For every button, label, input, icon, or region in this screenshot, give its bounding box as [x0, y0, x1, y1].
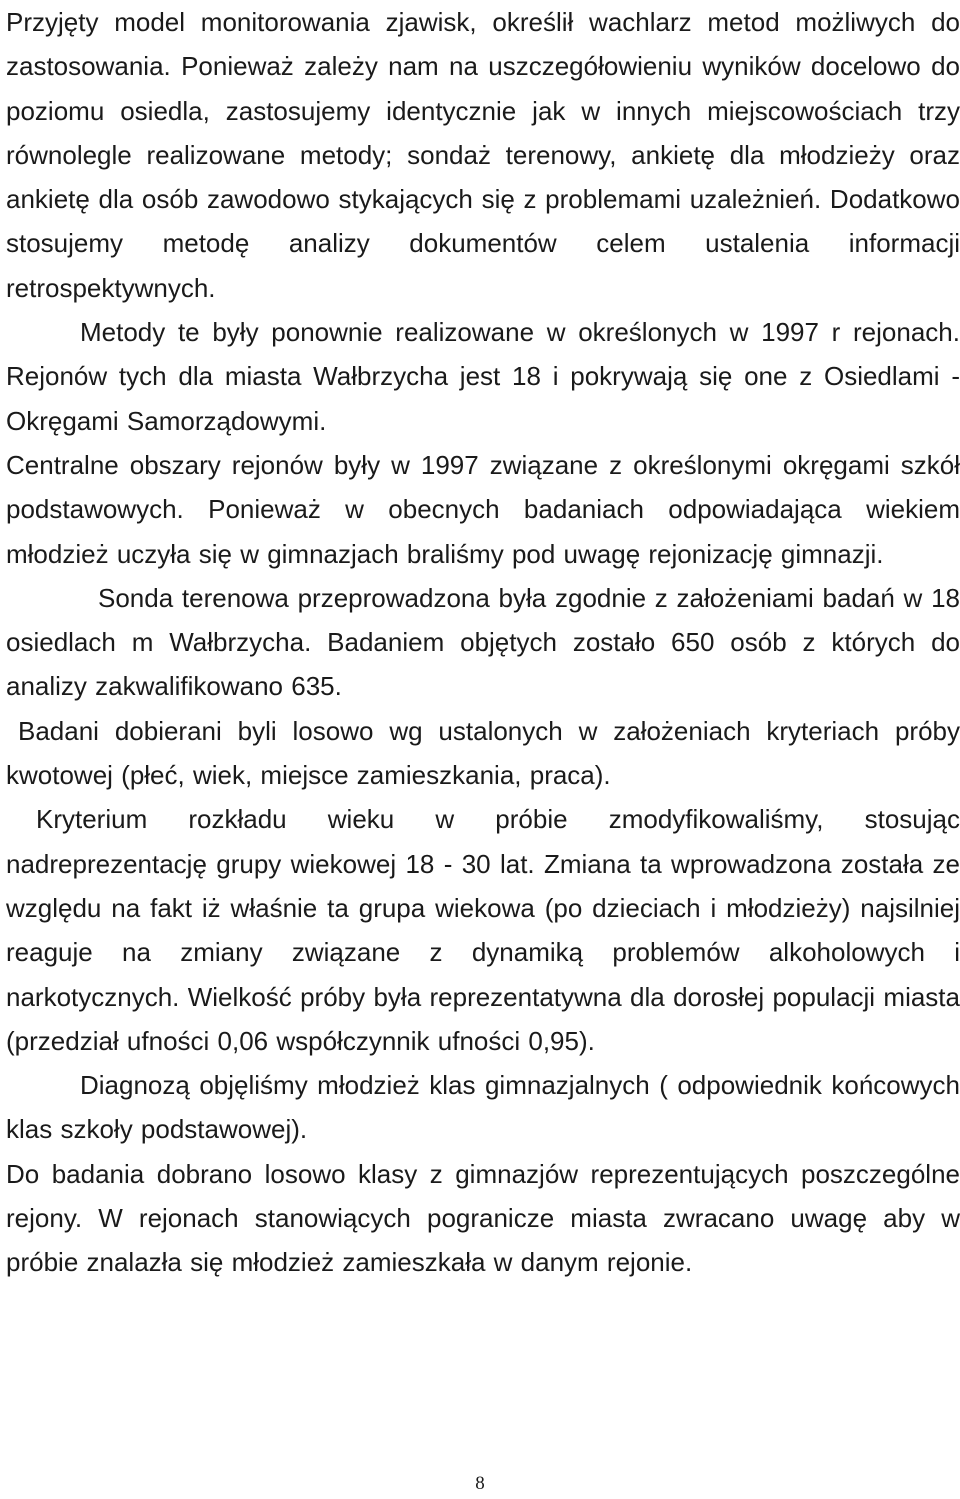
paragraph-school-districts: Centralne obszary rejonów były w 1997 związane z określonymi okręgami szkół podstawowych. Ponieważ w obecnych badaniach odpowiadająca wiekiem młodzież uczyła się w gimnazjach braliśmy pod uwagę rejonizację gimnazji.	[6, 449, 960, 569]
paragraph-sampling: Badani dobierani byli losowo wg ustalonych w założeniach kryteriach próby kwotowej (płeć, wiek, miejsce zamieszkania, praca).	[6, 715, 960, 791]
paragraph-youth-diagnosis: Diagnozą objęliśmy młodzież klas gimnazjalnych ( odpowiednik końcowych klas szkoły podstawowej).	[6, 1070, 960, 1145]
paragraph-regions: Metody te były ponownie realizowane w określonych w 1997 r rejonach. Rejonów tych dla miasta Wałbrzycha jest 18 i pokrywają się one z Osiedlami - Okręgami Samorządowymi.	[6, 317, 960, 436]
page-number: 8	[475, 1473, 485, 1494]
paragraph-class-selection: Do badania dobrano losowo klasy z gimnazjów reprezentujących poszczególne rejony. W rejonach stanowiących pogranicze miasta zwracano uwagę aby w próbie znalazła się młodzież zamieszkała w danym rejonie.	[6, 1158, 960, 1278]
paragraph-methods: Przyjęty model monitorowania zjawisk, określił wachlarz metod możliwych do zastosowania. Ponieważ zależy nam na uszczegółowieniu wyników docelowo do poziomu osiedla, zastosujemy identycznie jak w innych miejscowościach trzy równolegle realizowane metody; sondaż terenowy, ankietę dla młodzieży oraz ankietę dla osób zawodowo stykających się z problemami uzależnień. Dodatkowo stosujemy metodę analizy dokumentów celem ustalenia informacji retrospektywnych.	[6, 7, 960, 303]
body-text	[6, 0, 960, 1285]
paragraph-field-survey: Sonda terenowa przeprowadzona była zgodnie z założeniami badań w 18 osiedlach m Wałbrzycha. Badaniem objętych zostało 650 osób z których do analizy zakwalifikowano 635.	[6, 582, 960, 702]
paragraph-age-criterion: Kryterium rozkładu wieku w próbie zmodyfikowaliśmy, stosując nadreprezentację grupy wiekowej 18 - 30 lat. Zmiana ta wprowadzona została ze względu na fakt iż właśnie ta grupa wiekowa (po dzieciach i młodzieży) najsilniej reaguje na zmiany związane z dynamiką problemów alkoholowych i narkotycznych. Wielkość próby była reprezentatywna dla dorosłej populacji miasta (przedział ufności 0,06 współczynnik ufności 0,95).	[6, 804, 960, 1056]
